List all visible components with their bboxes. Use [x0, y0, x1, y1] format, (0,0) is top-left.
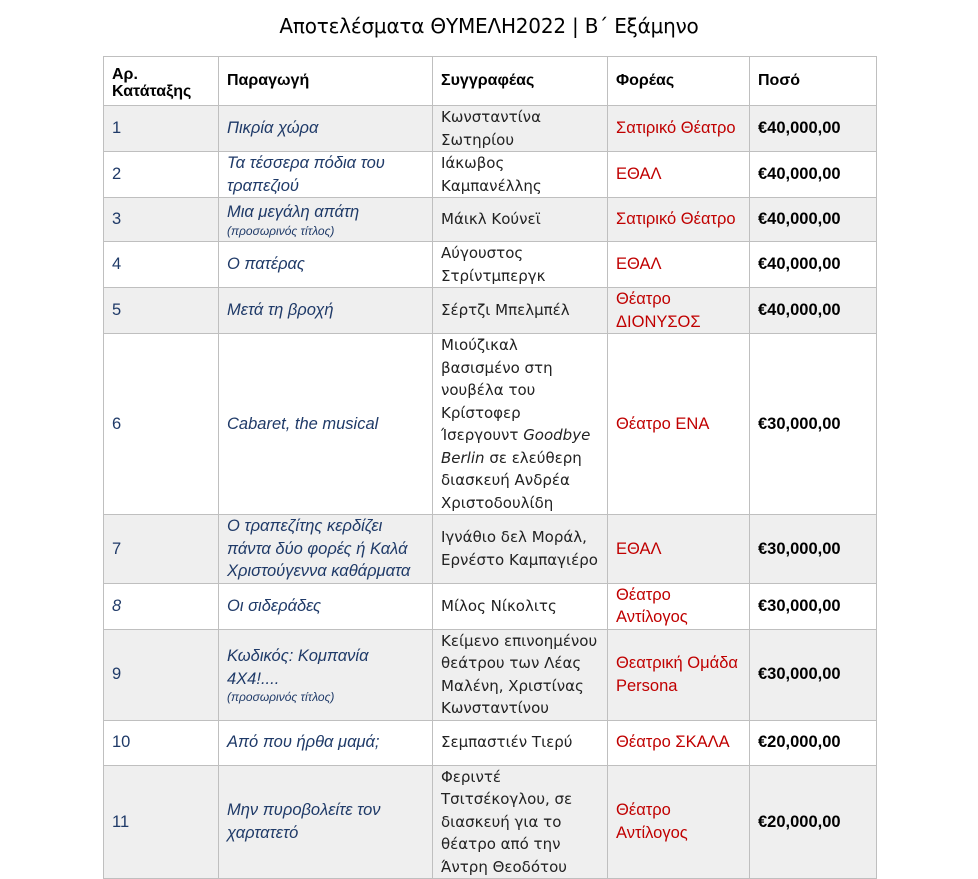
rank-cell: 2 — [104, 152, 219, 198]
production-cell: Cabaret, the musical — [219, 334, 433, 515]
rank-cell: 10 — [104, 720, 219, 765]
results-table — [103, 56, 877, 879]
organization-cell: Θέατρο ΕΝΑ — [608, 334, 750, 515]
author-cell: Κωνσταντίνα Σωτηρίου — [433, 106, 608, 152]
header-author: Συγγραφέας — [433, 57, 608, 106]
organization-cell: Σατιρικό Θέατρο — [608, 198, 750, 242]
amount-cell: €40,000,00 — [750, 288, 877, 334]
amount-cell: €20,000,00 — [750, 765, 877, 879]
production-note: (προσωρινός τίτλος) — [227, 223, 335, 238]
rank-cell: 9 — [104, 629, 219, 720]
production-cell — [219, 198, 433, 242]
author-text-after: σε ελεύθερη διασκευή Ανδρέα Χριστοδουλίδη — [441, 448, 582, 512]
production-title: Κωδικός: Κομπανία 4Χ4!.... — [227, 647, 369, 688]
table-row — [104, 288, 877, 334]
rank-cell: 4 — [104, 242, 219, 288]
amount-cell: €20,000,00 — [750, 720, 877, 765]
rank-cell: 8 — [104, 583, 219, 629]
table-row — [104, 106, 877, 152]
rank-cell: 6 — [104, 334, 219, 515]
table-row — [104, 583, 877, 629]
rank-cell: 7 — [104, 515, 219, 584]
author-cell: Σέρτζι Μπελμπέλ — [433, 288, 608, 334]
rank-cell: 11 — [104, 765, 219, 879]
organization-cell: ΕΘΑΛ — [608, 242, 750, 288]
production-cell: Μην πυροβολείτε τον χαρτατετό — [219, 765, 433, 879]
rank-cell: 1 — [104, 106, 219, 152]
author-cell: Ιγνάθιο δελ Μοράλ, Ερνέστο Καμπαγιέρο — [433, 515, 608, 584]
table-row — [104, 629, 877, 720]
amount-cell: €30,000,00 — [750, 629, 877, 720]
production-title: Μια μεγάλη απάτη — [227, 203, 360, 222]
amount-cell: €40,000,00 — [750, 152, 877, 198]
table-row — [104, 242, 877, 288]
amount-cell: €40,000,00 — [750, 106, 877, 152]
production-cell: Τα τέσσερα πόδια του τραπεζιού — [219, 152, 433, 198]
production-cell: Ο πατέρας — [219, 242, 433, 288]
author-book-title: Goodbye Berlin — [441, 426, 591, 467]
table-row — [104, 198, 877, 242]
table-row — [104, 765, 877, 879]
header-rank: Αρ. Κατάταξης — [104, 57, 219, 106]
production-cell: Οι σιδεράδες — [219, 583, 433, 629]
production-cell: Ο τραπεζίτης κερδίζει πάντα δύο φορές ή Καλά Χριστούγεννα καθάρματα — [219, 515, 433, 584]
author-cell: Σεμπαστιέν Τιερύ — [433, 720, 608, 765]
amount-cell: €30,000,00 — [750, 583, 877, 629]
table-row — [104, 720, 877, 765]
author-cell — [433, 334, 608, 515]
organization-cell: Θέατρο Αντίλογος — [608, 583, 750, 629]
production-cell: Από που ήρθα μαμά; — [219, 720, 433, 765]
author-cell: Μίλος Νίκολιτς — [433, 583, 608, 629]
author-cell: Αύγουστος Στρίντμπεργκ — [433, 242, 608, 288]
author-cell: Μάικλ Κούνεϊ — [433, 198, 608, 242]
production-note: (προσωρινός τίτλος) — [227, 690, 335, 704]
author-cell: Ιάκωβος Καμπανέλλης — [433, 152, 608, 198]
header-amount: Ποσό — [750, 57, 877, 106]
author-text: Μιούζικαλ βασισμένο στη νουβέλα του Κρίστοφερ Ίσεργουντ — [441, 336, 553, 444]
production-cell: Πικρία χώρα — [219, 106, 433, 152]
organization-cell: Σατιρικό Θέατρο — [608, 106, 750, 152]
organization-cell: ΕΘΑΛ — [608, 515, 750, 584]
rank-cell: 3 — [104, 198, 219, 242]
production-cell: Μετά τη βροχή — [219, 288, 433, 334]
amount-cell: €40,000,00 — [750, 198, 877, 242]
table-row — [104, 152, 877, 198]
organization-cell: Θέατρο ΣΚΑΛΑ — [608, 720, 750, 765]
amount-cell: €30,000,00 — [750, 334, 877, 515]
organization-cell: Θεατρική Ομάδα Persona — [608, 629, 750, 720]
amount-cell: €40,000,00 — [750, 242, 877, 288]
rank-cell: 5 — [104, 288, 219, 334]
author-cell: Φεριντέ Τσιτσέκογλου, σε διασκευή για το θέατρο από την Άντρη Θεοδότου — [433, 765, 608, 879]
table-row — [104, 334, 877, 515]
amount-cell: €30,000,00 — [750, 515, 877, 584]
author-cell: Κείμενο επινοημένου θεάτρου των Λέας Μαλένη, Χριστίνας Κωνσταντίνου — [433, 629, 608, 720]
header-organization: Φορέας — [608, 57, 750, 106]
production-cell — [219, 629, 433, 720]
organization-cell: Θέατρο ΔΙΟΝΥΣΟΣ — [608, 288, 750, 334]
table-row — [104, 515, 877, 584]
organization-cell: Θέατρο Αντίλογος — [608, 765, 750, 879]
organization-cell: ΕΘΑΛ — [608, 152, 750, 198]
header-row — [104, 57, 877, 106]
page-title: Αποτελέσματα ΘΥΜΕΛΗ2022 | Β΄ Εξάμηνο — [279, 14, 699, 38]
header-production: Παραγωγή — [219, 57, 433, 106]
